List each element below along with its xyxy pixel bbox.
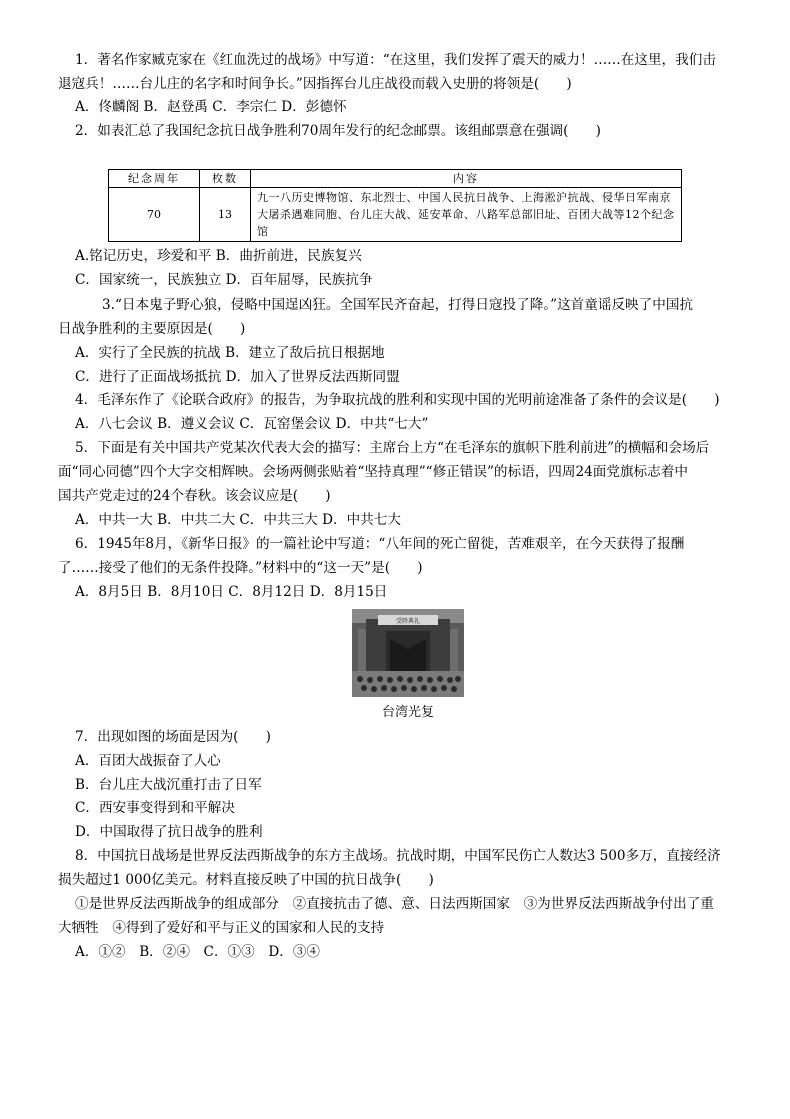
stamp-table-row <box>109 188 682 242</box>
header-count: 枚数 <box>200 170 251 188</box>
q6-line1: 6．1945年8月，《新华日报》的一篇社论中写道：“八年间的死亡留徙，苦难艰辛，在今天获得了报酬 <box>75 536 685 552</box>
q3-line1: 3.“日本鬼子野心狼，侵略中国逞凶狂。全国军民齐奋起，打得日寇投了降。”这首童谣反映了中国抗 <box>102 297 694 313</box>
cell-anniversary: 70 <box>109 188 200 242</box>
q4-options: A．八七会议 B．遵义会议 C．瓦窑堡会议 D．中共“七大” <box>75 416 429 432</box>
q5-line1: 5．下面是有关中国共产党某次代表大会的描写：主席台上方“在毛泽东的旗帜下胜利前进”的横幅和会场后 <box>75 440 710 456</box>
q5-line2: 面“同心同德”四个大字交相辉映。会场两侧张贴着“坚持真理”“修正错误”的标语，四周24面党旗标志着中 <box>58 464 688 480</box>
q1-options: A．佟麟阁 B．赵登禹 C．李宗仁 D．彭德怀 <box>75 99 347 115</box>
q8-line3: ①是世界反法西斯战争的组成部分 ②直接抗击了德、意、日法西斯国家 ③为世界反法西斯战争付出了重 <box>75 896 714 912</box>
ceremony-illustration <box>352 609 464 697</box>
photo-caption: 台湾光复 <box>381 705 434 720</box>
stamp-table-header <box>109 170 682 188</box>
q8-line2: 损失超过1 000亿美元。材料直接反映了中国的抗日战争( ) <box>58 872 434 888</box>
header-content: 内容 <box>251 170 682 188</box>
q5-line3: 国共产党走过的24个春秋。该会议应是( ) <box>58 488 331 504</box>
q6-options: A．8月5日 B．8月10日 C．8月12日 D．8月15日 <box>75 584 388 600</box>
cell-content: 九一八历史博物馆、东北烈士、中国人民抗日战争、上海淞沪抗战、侵华日军南京大屠杀遇难同胞、台儿庄大战、延安革命、八路军总部旧址、百团大战等12个纪念馆 <box>251 188 682 242</box>
q7-option-b: B．台儿庄大战沉重打击了日军 <box>75 777 262 793</box>
header-anniversary: 纪念周年 <box>109 170 200 188</box>
q1-line1: 1．著名作家臧克家在《红血洗过的战场》中写道：“在这里，我们发挥了震天的威力！……在这里，我们击 <box>75 52 716 68</box>
q7-option-c: C．西安事变得到和平解决 <box>75 800 235 816</box>
q2-options-line1: A.铭记历史，珍爱和平 B．曲折前进，民族复兴 <box>75 248 362 264</box>
q3-line2: 日战争胜利的主要原因是( ) <box>58 321 246 337</box>
q8-line1: 8．中国抗日战场是世界反法西斯战争的东方主战场。抗战时期，中国军民伤亡人数达3 500多万，直接经济 <box>75 848 721 864</box>
cell-count: 13 <box>200 188 251 242</box>
q6-line2: 了……接受了他们的无条件投降。”材料中的“这一天”是( ) <box>58 560 423 576</box>
taiwan-restoration-photo <box>352 609 464 697</box>
q2-options-line2: C．国家统一，民族独立 D．百年屈辱，民族抗争 <box>75 272 373 288</box>
q7-option-d: D．中国取得了抗日战争的胜利 <box>75 824 263 840</box>
q1-line2: 退寇兵！……台儿庄的名字和时间争长。”因指挥台儿庄战役而载入史册的将领是( ) <box>58 76 572 92</box>
q4-stem: 4．毛泽东作了《论联合政府》的报告，为争取抗战的胜利和实现中国的光明前途准备了条件的会议是( ) <box>75 392 720 408</box>
q2-stem: 2．如表汇总了我国纪念抗日战争胜利70周年发行的纪念邮票。该组邮票意在强调( ) <box>75 123 601 139</box>
banner-text: 受降典礼 <box>395 618 421 625</box>
stamp-table <box>108 169 682 242</box>
q3-options-line1: A．实行了全民族的抗战 B．建立了敌后抗日根据地 <box>75 345 385 361</box>
q5-options: A．中共一大 B．中共二大 C．中共三大 D．中共七大 <box>75 512 401 528</box>
q7-stem: 7．出现如图的场面是因为( ) <box>75 729 271 745</box>
q7-option-a: A．百团大战振奋了人心 <box>75 753 221 769</box>
q3-options-line2: C．进行了正面战场抵抗 D．加入了世界反法西斯同盟 <box>75 369 400 385</box>
q8-options: A．①② B．②④ C．①③ D．③④ <box>75 944 321 960</box>
q8-line4: 大牺牲 ④得到了爱好和平与正义的国家和人民的支持 <box>58 920 385 936</box>
